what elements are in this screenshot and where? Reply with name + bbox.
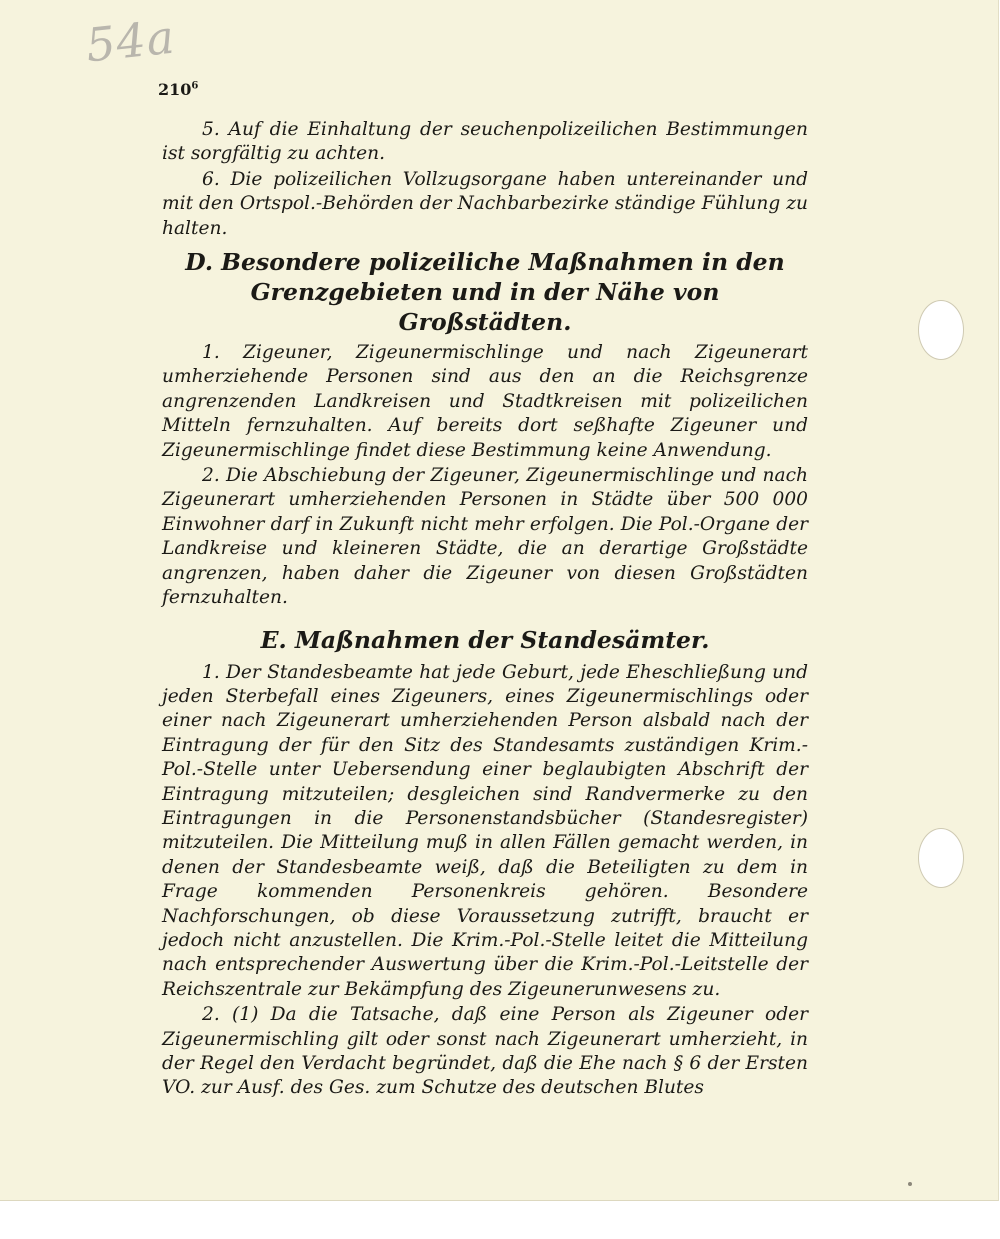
punch-hole-upper <box>918 300 964 360</box>
section-d-heading: D. Besondere polizeiliche Maßnahmen in den Grenzgebieten und in der Nähe von Großstädten. <box>185 248 785 337</box>
page-number-superscript: 6 <box>191 80 199 92</box>
section-d-paragraph-1: 1. Zigeuner, Zigeunermischlinge und nach Zigeunerart umherziehende Personen sind aus den an die Reichsgrenze angrenzenden Landkreisen und Stadtkreisen mit polizeilichen Mitteln fernzuhalten. Auf bereits dort seßhafte Zigeuner und Zigeunermischlinge findet diese Bestimmung keine Anwendung. <box>162 342 808 461</box>
paragraph-5: 5. Auf die Einhaltung der seuchenpolizeilichen Bestimmungen ist sorgfältig zu achten. <box>162 119 808 165</box>
section-e-paragraph-2: 2. (1) Da die Tatsache, daß eine Person als Zigeuner oder Zigeunermischling gilt oder sonst nach Zigeunerart umherzieht, in der Regel den Verdacht begründet, daß die Ehe nach § 6 der Ersten VO. zur Ausf. des Ges. zum Schutze des deutschen Blutes <box>162 1004 808 1099</box>
punch-hole-lower <box>918 828 964 888</box>
page-number <box>158 80 198 99</box>
paragraph-6: 6. Die polizeilichen Vollzugsorgane haben untereinander und mit den Ortspol.-Behörden der Nachbarbezirke ständige Fühlung zu halten. <box>162 168 808 239</box>
document-body <box>162 118 808 1102</box>
section-d-paragraph-2: 2. Die Abschiebung der Zigeuner, Zigeunermischlinge und nach Zigeunerart umherziehenden Personen in Städte über 500 000 Einwohner darf in Zukunft nicht mehr erfolgen. Die Pol.-Organe der Landkreise und kleineren Städte, die an derartige Großstädte angrenzen, haben daher die Zigeuner von diesen Großstädten fernzuhalten. <box>162 465 808 609</box>
page-number-main: 210 <box>158 80 192 99</box>
paper-speck <box>908 1182 912 1186</box>
handwritten-page-mark: 54a <box>83 9 178 73</box>
section-e-paragraph-1: 1. Der Standesbeamte hat jede Geburt, jede Eheschließung und jeden Sterbefall eines Zigeuners, eines Zigeunermischlings oder einer nach Zigeunerart umherziehenden Person alsbald nach der Eintragung der für den Sitz des Standesamts zuständigen Krim.-Pol.-Stelle unter Uebersendung einer beglaubigten Abschrift der Eintragung mitzuteilen; desgleichen sind Randvermerke zu den Eintragungen in die Personenstandsbücher (Standesregister) mitzuteilen. Die Mitteilung muß in allen Fällen gemacht werden, in denen der Standesbeamte weiß, daß die Beteiligten zu dem in Frage kommenden Personenkreis gehören. Besondere Nachforschungen, ob diese Voraussetzung zutrifft, braucht er jedoch nicht anzustellen. Die Krim.-Pol.-Stelle leitet die Mitteilung nach entsprechender Auswertung über die Krim.-Pol.-Leitstelle der Reichszentrale zur Bekämpfung des Zigeunerunwesens zu. <box>162 661 808 1000</box>
section-e-heading: E. Maßnahmen der Standesämter. <box>260 625 710 654</box>
